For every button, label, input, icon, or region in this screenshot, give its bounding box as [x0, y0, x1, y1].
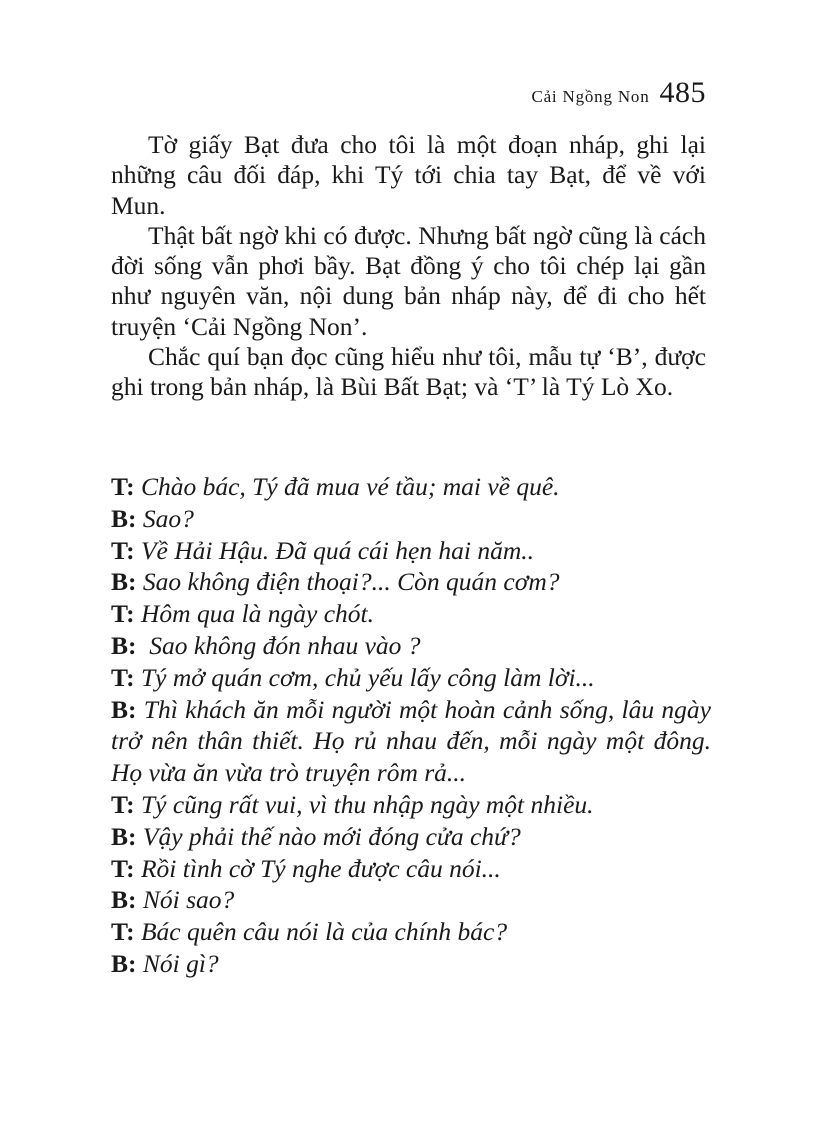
dialogue-line	[111, 471, 711, 503]
speech-text: Sao không đón nhau vào ?	[136, 630, 421, 660]
speech-text: Hôm qua là ngày chót.	[134, 599, 374, 629]
speech-text: Tý cũng rất vui, vì thu nhập ngày một nhiều.	[134, 789, 594, 819]
speech-text: Rồi tình cờ Tý nghe được câu nói...	[134, 853, 501, 883]
running-title: Cải Ngồng Non	[531, 87, 650, 106]
paragraph: Tờ giấy Bạt đưa cho tôi là một đoạn nháp, ghi lại những câu đối đáp, khi Tý tới chia tay Bạt, để về với Mun.	[111, 130, 706, 220]
dialogue-line	[111, 821, 711, 853]
speaker-label: B:	[111, 694, 137, 724]
dialogue-line	[111, 853, 711, 885]
speech-text: Nói sao?	[136, 885, 235, 915]
speech-text: Thì khách ăn mỗi người một hoàn cảnh sống, lâu ngày trở nên thân thiết. Họ rủ nhau đến, mỗi ngày một đông. Họ vừa ăn vừa trò truyện rôm rả...	[111, 694, 711, 788]
narrative-text	[111, 130, 706, 403]
speaker-label: T:	[111, 789, 135, 819]
speaker-label: T:	[111, 662, 135, 692]
speaker-label: B:	[111, 503, 137, 533]
running-header	[531, 76, 706, 110]
speech-text: Vậy phải thế nào mới đóng cửa chứ?	[136, 821, 521, 851]
speaker-label: T:	[111, 535, 135, 565]
paragraph: Chắc quí bạn đọc cũng hiểu như tôi, mẫu tự ‘B’, được ghi trong bản nháp, là Bùi Bất Bạt; và ‘T’ là Tý Lò Xo.	[111, 342, 706, 402]
speaker-label: T:	[111, 599, 135, 629]
dialogue-line	[111, 948, 711, 980]
speaker-label: B:	[111, 885, 137, 915]
dialogue-line	[111, 916, 711, 948]
dialogue-line	[111, 566, 711, 598]
speaker-label: T:	[111, 472, 135, 501]
speech-text: Về Hải Hậu. Đã quá cái hẹn hai năm..	[134, 535, 535, 565]
dialogue-transcript	[111, 471, 711, 980]
dialogue-line	[111, 694, 711, 789]
page-number: 485	[659, 76, 706, 109]
speaker-label: B:	[111, 948, 137, 978]
dialogue-line	[111, 535, 711, 567]
speech-text: Sao?	[136, 503, 194, 533]
speaker-label: B:	[111, 630, 137, 660]
dialogue-line	[111, 662, 711, 694]
speaker-label: T:	[111, 853, 135, 883]
paragraph: Thật bất ngờ khi có được. Nhưng bất ngờ cũng là cách đời sống vẫn phơi bầy. Bạt đồng ý cho tôi chép lại gần như nguyên văn, nội dung bản nháp này, để đi cho hết truyện ‘Cải Ngồng Non’.	[111, 220, 706, 341]
dialogue-line	[111, 884, 711, 916]
speaker-label: B:	[111, 821, 137, 851]
dialogue-line	[111, 598, 711, 630]
speech-text: Bác quên câu nói là của chính bác?	[134, 917, 508, 947]
speaker-label: T:	[111, 917, 135, 947]
dialogue-line	[111, 789, 711, 821]
dialogue-line	[111, 630, 711, 662]
speaker-label: B:	[111, 567, 137, 597]
dialogue-line	[111, 503, 711, 535]
speech-text: Nói gì?	[136, 948, 219, 978]
speech-text: Chào bác, Tý đã mua vé tầu; mai về quê.	[134, 472, 560, 501]
speech-text: Tý mở quán cơm, chủ yếu lấy công làm lời...	[134, 662, 595, 692]
speech-text: Sao không điện thoại?... Còn quán cơm?	[136, 567, 560, 597]
